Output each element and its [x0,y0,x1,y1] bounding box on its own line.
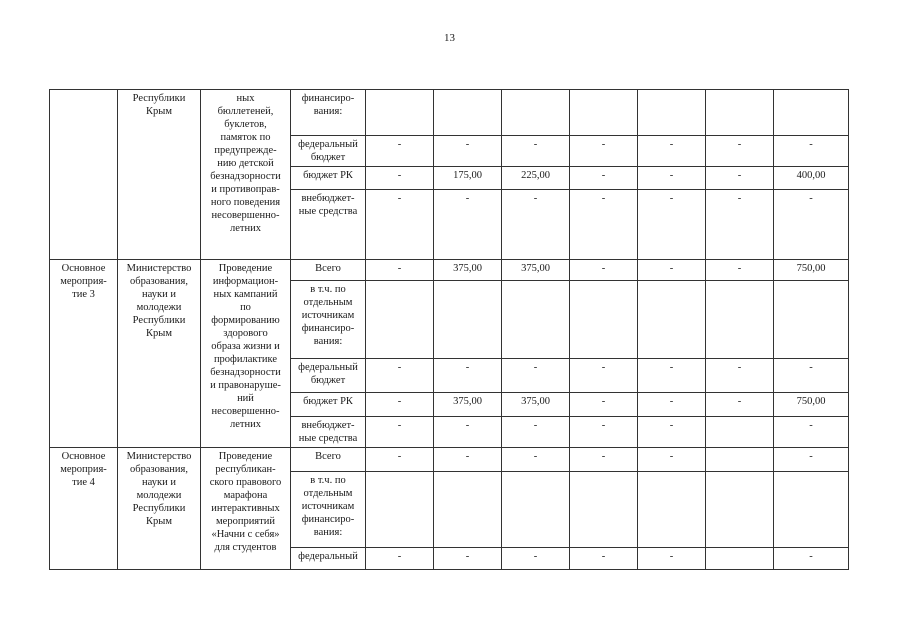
value-cell: - [774,417,849,448]
table-row [50,260,849,281]
value-cell: - [502,359,570,393]
value-cell [706,417,774,448]
value-cell: - [706,359,774,393]
value-cell [774,281,849,359]
value-cell: - [434,136,502,167]
value-cell: - [774,190,849,260]
value-cell [434,90,502,136]
executor-cell: Республики Крым [118,90,201,260]
value-cell: - [502,417,570,448]
value-cell: - [434,548,502,570]
source-cell: внебюджет- ные средства [291,417,366,448]
value-cell [706,281,774,359]
description-cell: Проведение республикан- ского правового марафона интерактивных мероприятий «Начни с себя» для студентов [201,448,291,570]
value-cell: 375,00 [502,393,570,417]
value-cell [366,472,434,548]
value-cell: - [638,136,706,167]
value-cell: - [638,167,706,190]
source-cell: финансиро- вания: [291,90,366,136]
value-cell: - [570,393,638,417]
source-cell: федеральный бюджет [291,136,366,167]
value-cell [774,90,849,136]
value-cell: - [570,417,638,448]
event-cell: Основное мероприя- тие 3 [50,260,118,448]
value-cell: - [638,190,706,260]
value-cell [502,472,570,548]
event-cell: Основное мероприя- тие 4 [50,448,118,570]
value-cell: 175,00 [434,167,502,190]
source-cell: федеральный [291,548,366,570]
value-cell [774,472,849,548]
value-cell: - [570,136,638,167]
value-cell [502,281,570,359]
value-cell [366,281,434,359]
source-cell: бюджет РК [291,393,366,417]
value-cell: - [366,448,434,472]
value-cell: - [366,167,434,190]
value-cell: - [502,448,570,472]
value-cell: - [366,417,434,448]
value-cell: - [638,417,706,448]
value-cell: - [774,359,849,393]
value-cell [638,472,706,548]
source-cell: в т.ч. по отдельным источникам финансиро- вания: [291,472,366,548]
event-cell [50,90,118,260]
value-cell: - [638,359,706,393]
value-cell: - [570,190,638,260]
value-cell: - [706,190,774,260]
value-cell [706,548,774,570]
value-cell: - [638,548,706,570]
value-cell: - [570,448,638,472]
value-cell: - [434,359,502,393]
value-cell [570,472,638,548]
value-cell: - [502,548,570,570]
value-cell [434,281,502,359]
value-cell: 750,00 [774,260,849,281]
source-cell: Всего [291,260,366,281]
value-cell: - [638,448,706,472]
value-cell: - [706,393,774,417]
value-cell [502,90,570,136]
value-cell: - [366,359,434,393]
value-cell: - [366,393,434,417]
value-cell: 375,00 [434,393,502,417]
value-cell: - [570,167,638,190]
value-cell: 750,00 [774,393,849,417]
source-cell: федеральный бюджет [291,359,366,393]
value-cell: - [638,260,706,281]
value-cell: - [774,136,849,167]
value-cell: - [366,260,434,281]
value-cell: - [570,260,638,281]
value-cell: - [502,190,570,260]
value-cell [706,472,774,548]
source-cell: внебюджет- ные средства [291,190,366,260]
source-cell: Всего [291,448,366,472]
value-cell: - [570,548,638,570]
value-cell: 375,00 [434,260,502,281]
value-cell: - [706,260,774,281]
value-cell [570,90,638,136]
value-cell: 375,00 [502,260,570,281]
value-cell: - [706,167,774,190]
value-cell [706,90,774,136]
value-cell [366,90,434,136]
value-cell [706,448,774,472]
value-cell: - [434,190,502,260]
value-cell [638,281,706,359]
page-number: 13 [444,32,455,44]
value-cell: - [638,393,706,417]
value-cell: 400,00 [774,167,849,190]
source-cell: в т.ч. по отдельным источникам финансиро- вания: [291,281,366,359]
value-cell: - [570,359,638,393]
description-cell: ных бюллетеней, буклетов, памяток по предупрежде- нию детской безнадзорности и противоправ- ного поведения несовершенно- летних [201,90,291,260]
value-cell: - [366,548,434,570]
table-row [50,90,849,136]
value-cell: - [774,448,849,472]
description-cell: Проведение информацион- ных кампаний по формированию здорового образа жизни и профилактике безнадзорности и правонаруше- ний несовершенно- летних [201,260,291,448]
value-cell [638,90,706,136]
value-cell [434,472,502,548]
value-cell: - [774,548,849,570]
table-row [50,448,849,472]
value-cell: - [706,136,774,167]
value-cell: - [366,136,434,167]
value-cell: - [434,417,502,448]
source-cell: бюджет РК [291,167,366,190]
value-cell: - [434,448,502,472]
executor-cell: Министерство образования, науки и молодежи Республики Крым [118,260,201,448]
value-cell: - [502,136,570,167]
value-cell: - [366,190,434,260]
executor-cell: Министерство образования, науки и молодежи Республики Крым [118,448,201,570]
value-cell [570,281,638,359]
value-cell: 225,00 [502,167,570,190]
budget-table [49,89,849,570]
